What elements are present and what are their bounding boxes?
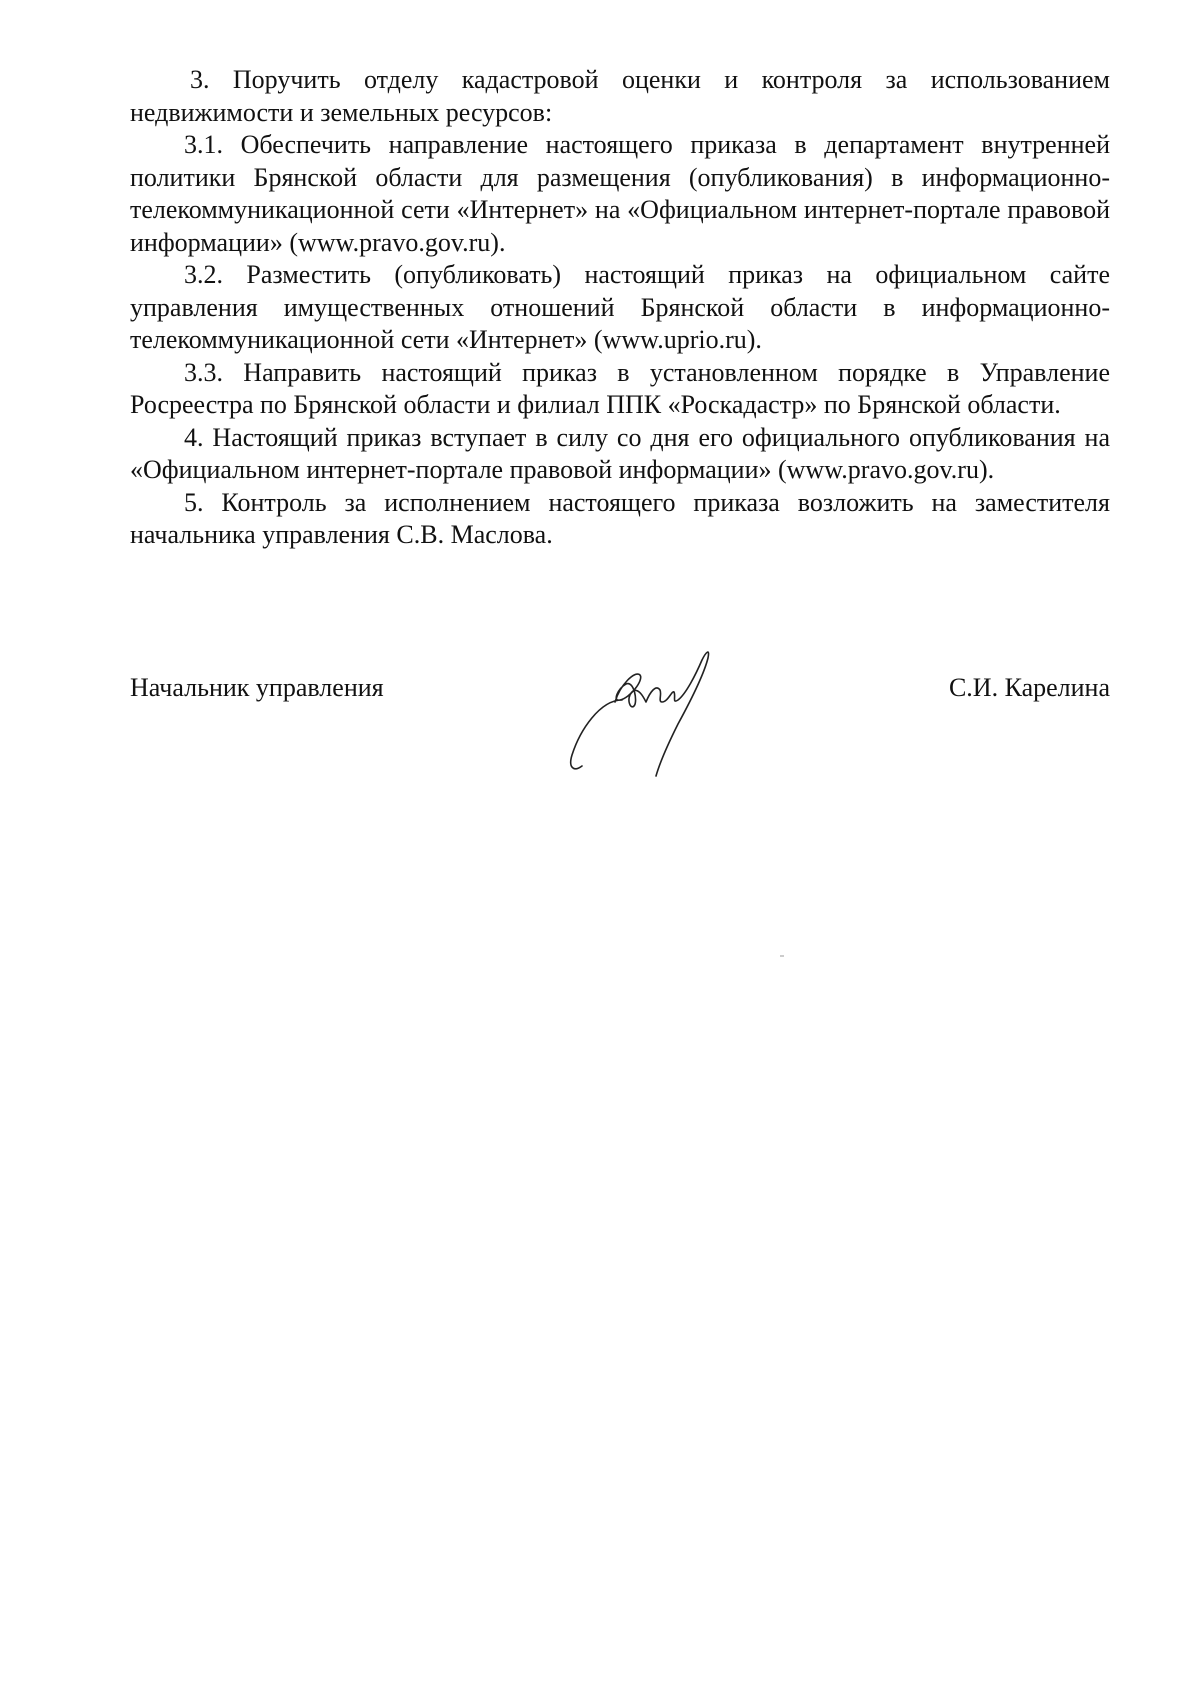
handwritten-signature <box>560 640 780 780</box>
paragraph-3-1: 3.1. Обеспечить направление настоящего приказа в департамент внутренней политики Брянской области для размещения (опубликования) в информационно-телекоммуникационной сети «Интернет» на «Официальном интернет-портале правовой информации» (www.pravo.gov.ru). <box>130 130 1110 257</box>
paragraph-3-2: 3.2. Разместить (опубликовать) настоящий приказ на официальном сайте управления имущественных отношений Брянской области в информационно-телекоммуникационной сети «Интернет» (www.uprio.ru). <box>130 260 1110 354</box>
paragraph-5: 5. Контроль за исполнением настоящего приказа возложить на заместителя начальника управления С.В. Маслова. <box>130 487 1110 549</box>
document-body <box>130 64 1110 552</box>
paragraph-4: 4. Настоящий приказ вступает в силу со дня его официального опубликования на «Официальном интернет-портале правовой информации» (www.pravo.gov.ru). <box>130 422 1110 484</box>
paragraph-3: 3. Поручить отделу кадастровой оценки и контроля за использованием недвижимости и земельных ресурсов: <box>130 65 1110 127</box>
signer-name: С.И. Карелина <box>948 673 1110 702</box>
scan-speck <box>780 955 784 957</box>
paragraph-3-3: 3.3. Направить настоящий приказ в установленном порядке в Управление Росреестра по Брянской области и филиал ППК «Роскадастр» по Брянской области. <box>130 357 1110 419</box>
position-title: Начальник управления <box>130 673 384 702</box>
